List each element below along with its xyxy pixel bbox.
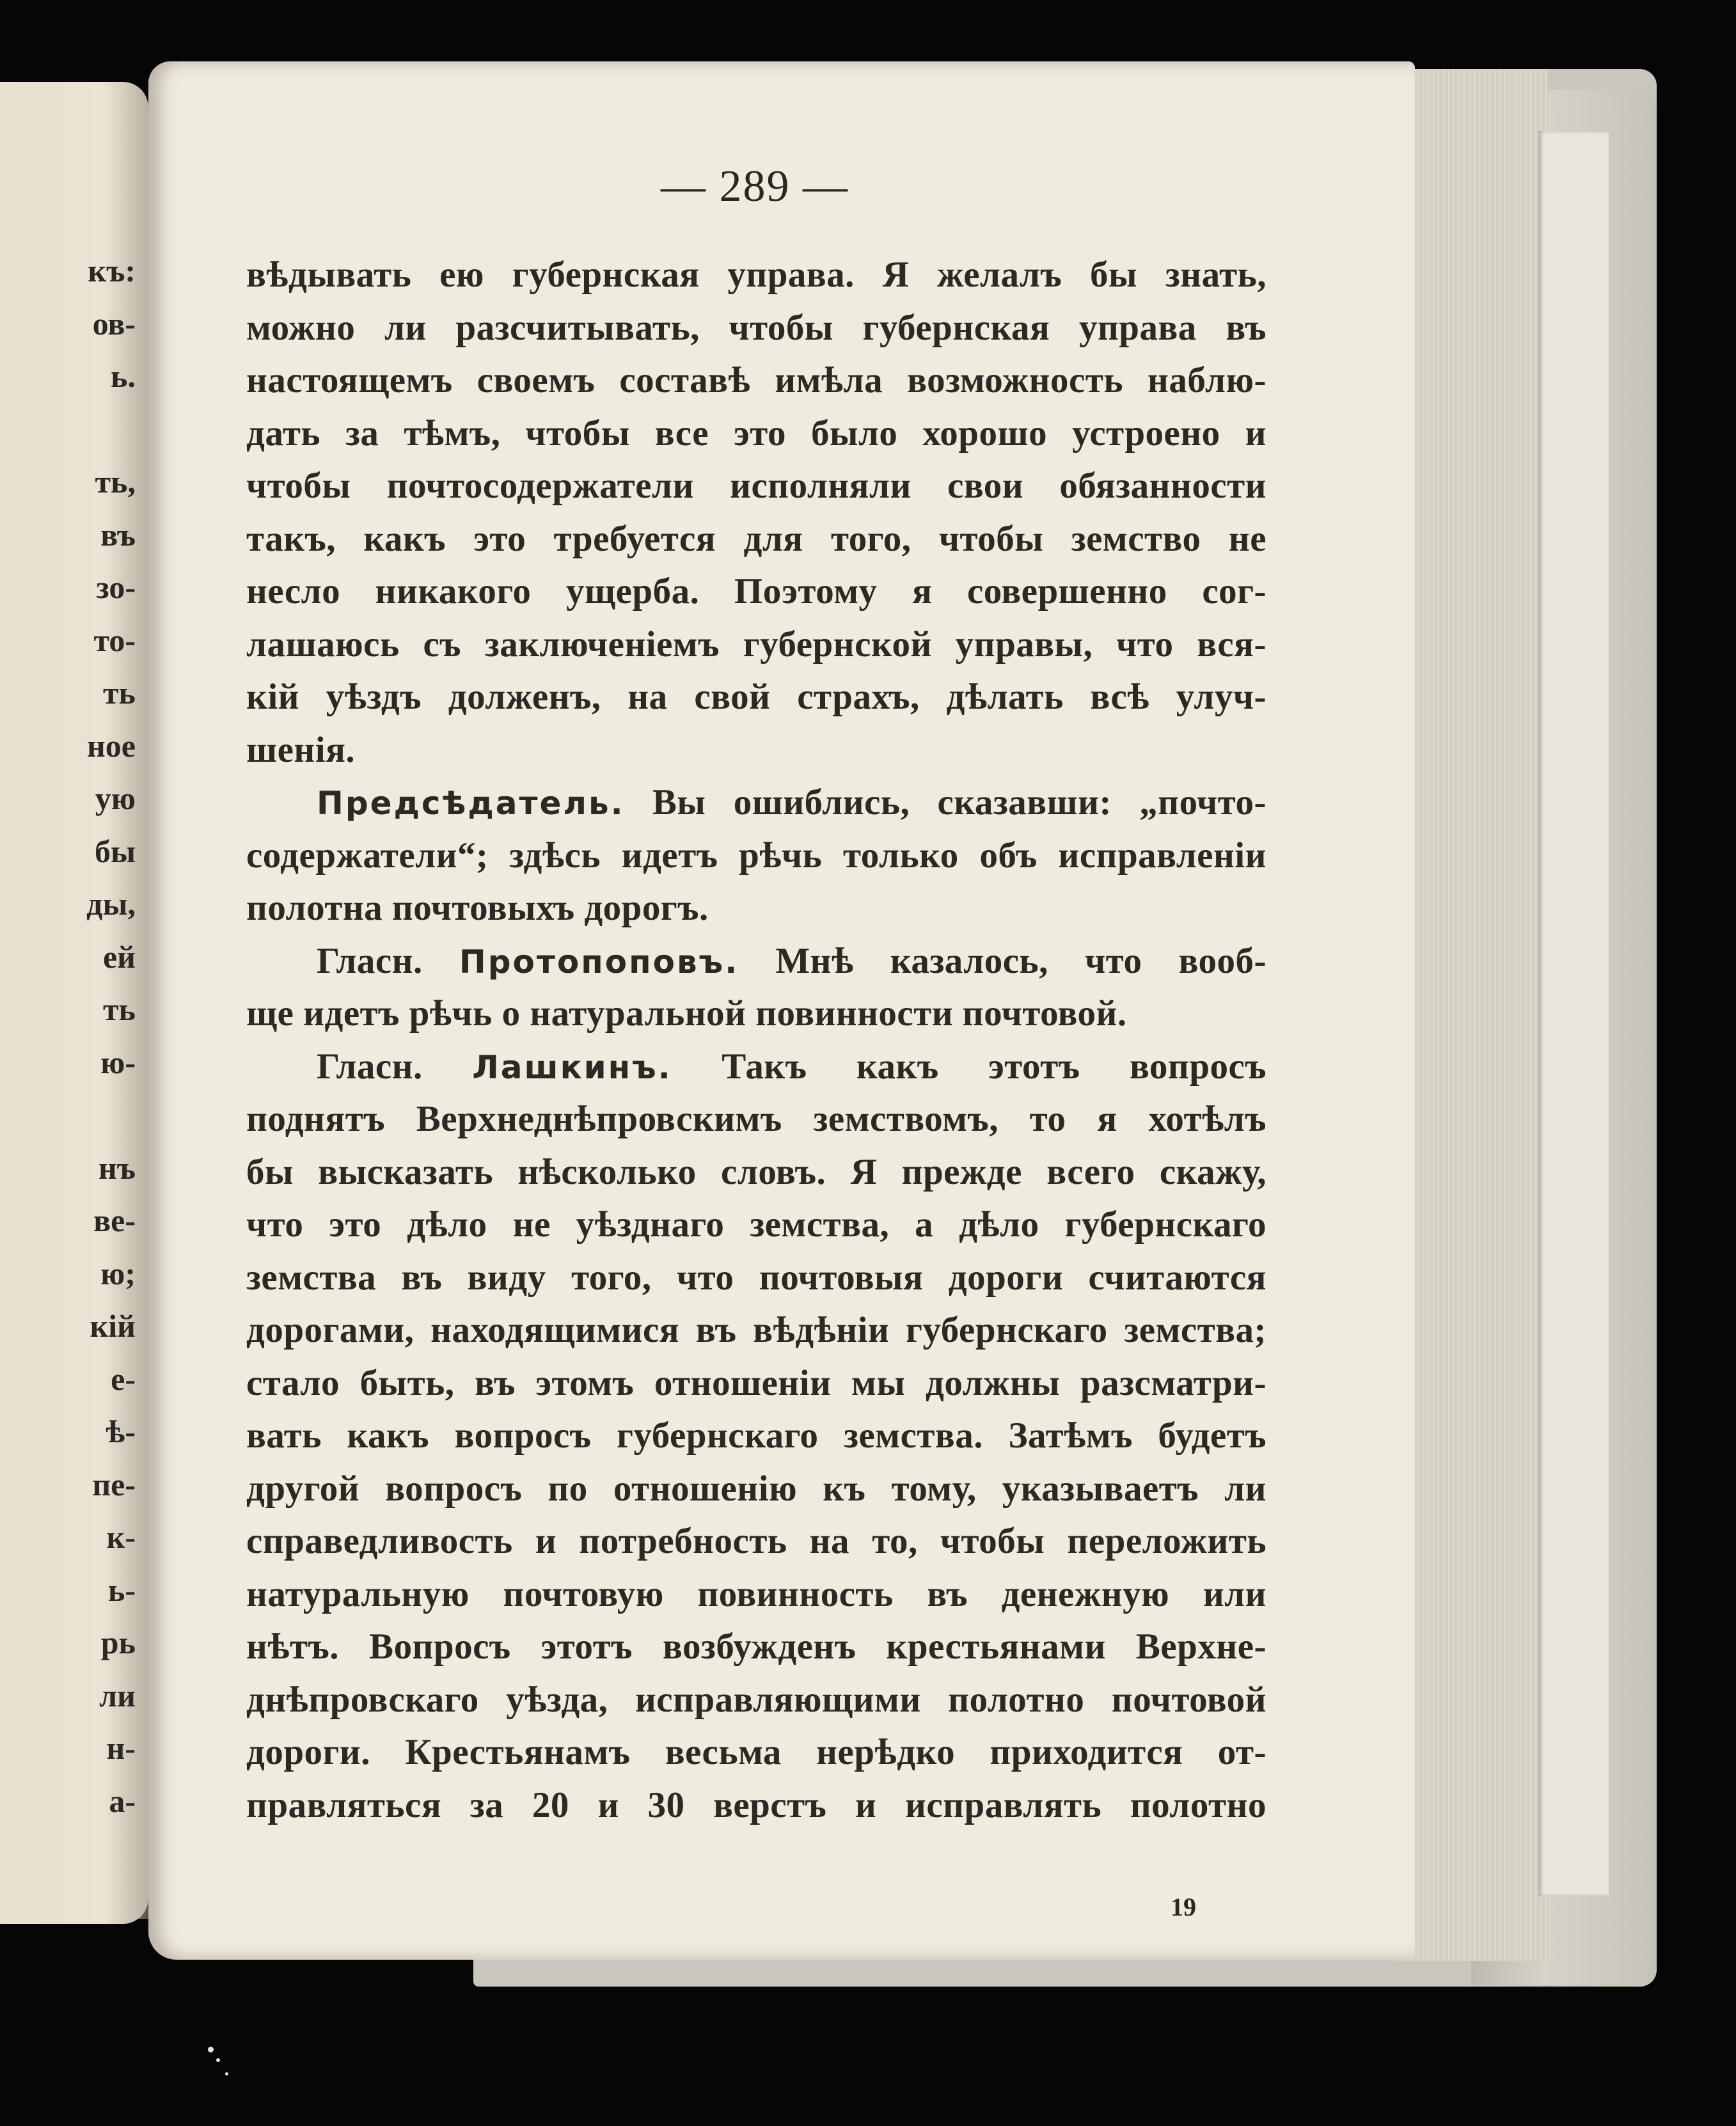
line-text: правляться за 20 и 30 верстъ и исправлять полотно	[246, 1784, 1266, 1825]
left-page-line-fragment: ь.	[111, 358, 136, 394]
line-text: содержатели“; здѣсь идетъ рѣчь только объ исправленіи	[246, 835, 1266, 876]
line-text: ще идетъ рѣчь о натуральной повинности почтовой.	[246, 993, 1127, 1034]
dust-speck	[208, 2047, 214, 2052]
line-text: что это дѣло не уѣзднаго земства, а дѣло губернскаго	[246, 1204, 1266, 1245]
left-page-line-fragment: ве-	[93, 1202, 136, 1238]
text-line	[246, 467, 1266, 505]
line-text: стало быть, въ этомъ отношеніи мы должны разсматри-	[246, 1362, 1266, 1403]
left-page-line-fragment: бы	[94, 833, 136, 869]
text-line	[246, 1153, 1266, 1192]
line-text: можно ли разсчитывать, чтобы губернская управа въ	[246, 307, 1266, 348]
line-text: лашаюсь съ заключеніемъ губернской управы, что вся-	[246, 624, 1266, 665]
speaker-name: Предсѣдатель.	[317, 785, 625, 822]
left-page-line-fragment: ное	[86, 727, 136, 764]
left-page-line-fragment: зо-	[96, 569, 136, 605]
text-line	[246, 1470, 1266, 1508]
left-page-line-fragment: нъ	[99, 1149, 136, 1186]
left-facing-page	[0, 82, 148, 1924]
text-line	[246, 361, 1266, 400]
text-line	[246, 1522, 1266, 1561]
text-line	[246, 1311, 1266, 1350]
line-text: полотна почтовыхъ дорогъ.	[246, 888, 709, 928]
line-text: дорогами, находящимися въ вѣдѣніи губернскаго земства;	[246, 1310, 1266, 1350]
line-text: справедливость и потребность на то, чтобы переложить	[246, 1521, 1266, 1561]
left-page-line-fragment: е-	[111, 1360, 136, 1397]
speaker-name: Протопоповъ.	[459, 943, 739, 980]
left-page-line-fragment: рь	[100, 1625, 136, 1660]
left-page-line-fragment: ь-	[107, 1571, 136, 1608]
text-line	[246, 678, 1266, 716]
text-line	[246, 414, 1266, 453]
line-text: дать за тѣмъ, чтобы все это было хорошо устроено и	[246, 413, 1266, 453]
line-text: натуральную почтовую повинность въ денежную или	[246, 1573, 1266, 1614]
left-page-line-fragment: къ:	[88, 253, 136, 288]
left-page-line-fragment: ли	[99, 1677, 136, 1713]
line-text: шенія.	[246, 729, 356, 770]
text-line	[246, 1628, 1266, 1666]
line-text: Такъ какъ этотъ вопросъ	[672, 1046, 1266, 1087]
line-text: поднятъ Верхнеднѣпровскимъ земствомъ, то я хотѣлъ	[246, 1099, 1266, 1139]
page-stack-edge	[1394, 69, 1548, 1961]
printer-signature-mark: 19	[1171, 1893, 1196, 1921]
text-line	[246, 1259, 1266, 1297]
page-number: — 289 —	[661, 162, 849, 211]
text-line	[246, 1206, 1266, 1244]
left-page-line-fragment: ов-	[92, 305, 136, 342]
line-text: чтобы почтосодержатели исполняли свои обязанности	[246, 466, 1266, 506]
line-text: Мнѣ казалось, что вооб-	[739, 940, 1266, 981]
text-line	[317, 942, 1266, 981]
text-line	[246, 1364, 1266, 1403]
text-line	[246, 626, 1266, 664]
left-page-line-fragment: ть	[102, 675, 136, 711]
text-line	[246, 1733, 1266, 1772]
left-page-line-fragment: ую	[95, 780, 136, 816]
text-line	[246, 572, 1266, 611]
line-text: другой вопросъ по отношенію къ тому, указываетъ ли	[246, 1468, 1266, 1509]
left-page-line-fragment: пе-	[92, 1466, 136, 1502]
line-text: настоящемъ своемъ составѣ имѣла возможность наблю-	[246, 360, 1266, 400]
line-text: Вы ошиблись, сказавши: „почто-	[624, 782, 1266, 823]
text-line	[246, 520, 1266, 558]
left-page-line-fragment: а-	[109, 1783, 136, 1819]
left-page-line-fragment: то-	[93, 622, 136, 658]
text-line	[317, 783, 1266, 823]
line-text: кій уѣздъ долженъ, на свой страхъ, дѣлать всѣ улуч-	[246, 677, 1266, 717]
line-text: бы высказать нѣсколько словъ. Я прежде всего скажу,	[246, 1151, 1266, 1192]
text-line	[317, 1048, 1266, 1087]
left-page-line-fragment: ю;	[100, 1255, 136, 1291]
left-page-line-fragment: ей	[102, 938, 136, 975]
text-line	[246, 1575, 1266, 1614]
text-line	[246, 1100, 1266, 1138]
left-page-line-fragment: ть	[102, 991, 136, 1027]
line-text: несло никакого ущерба. Поэтому я совершенно сог-	[246, 571, 1266, 611]
text-line	[246, 995, 1266, 1033]
line-text: земства въ виду того, что почтовыя дороги считаются	[246, 1257, 1266, 1298]
left-page-line-fragment: ю-	[100, 1044, 136, 1080]
line-text: дороги. Крестьянамъ весьма нерѣдко приходится от-	[246, 1732, 1266, 1772]
left-page-line-fragment: ды,	[86, 886, 136, 922]
dust-speck	[225, 2072, 228, 2075]
cover-board	[1538, 131, 1609, 1896]
dust-speck	[216, 2058, 220, 2062]
text-line	[246, 731, 1266, 769]
text-line	[246, 837, 1266, 875]
text-line	[246, 1786, 1266, 1825]
left-page-line-fragment: ѣ-	[106, 1413, 136, 1449]
text-line	[246, 256, 1266, 294]
left-page-line-fragment: к-	[106, 1519, 136, 1555]
text-line	[246, 1681, 1266, 1719]
line-text: вѣдывать ею губернская управа. Я желалъ бы знать,	[246, 255, 1266, 295]
line-text: нѣтъ. Вопросъ этотъ возбужденъ крестьянами Верхне-	[246, 1626, 1266, 1667]
speaker-name: Лашкинъ.	[472, 1048, 672, 1086]
text-line	[246, 309, 1266, 347]
line-text: вать какъ вопросъ губернскаго земства. Затѣмъ будетъ	[246, 1415, 1266, 1456]
text-line	[246, 1417, 1266, 1455]
left-page-line-fragment: ть,	[95, 464, 136, 500]
text-line	[246, 889, 1266, 927]
line-text: такъ, какъ это требуется для того, чтобы земство не	[246, 518, 1266, 559]
line-text: днѣпровскаго уѣзда, исправляющими полотно почтовой	[246, 1679, 1266, 1720]
speaker-title: Гласн.	[317, 940, 459, 981]
left-page-line-fragment: н-	[106, 1730, 136, 1766]
speaker-title: Гласн.	[317, 1046, 473, 1087]
left-page-line-fragment: въ	[100, 516, 136, 553]
left-page-line-fragment: кій	[90, 1308, 136, 1344]
